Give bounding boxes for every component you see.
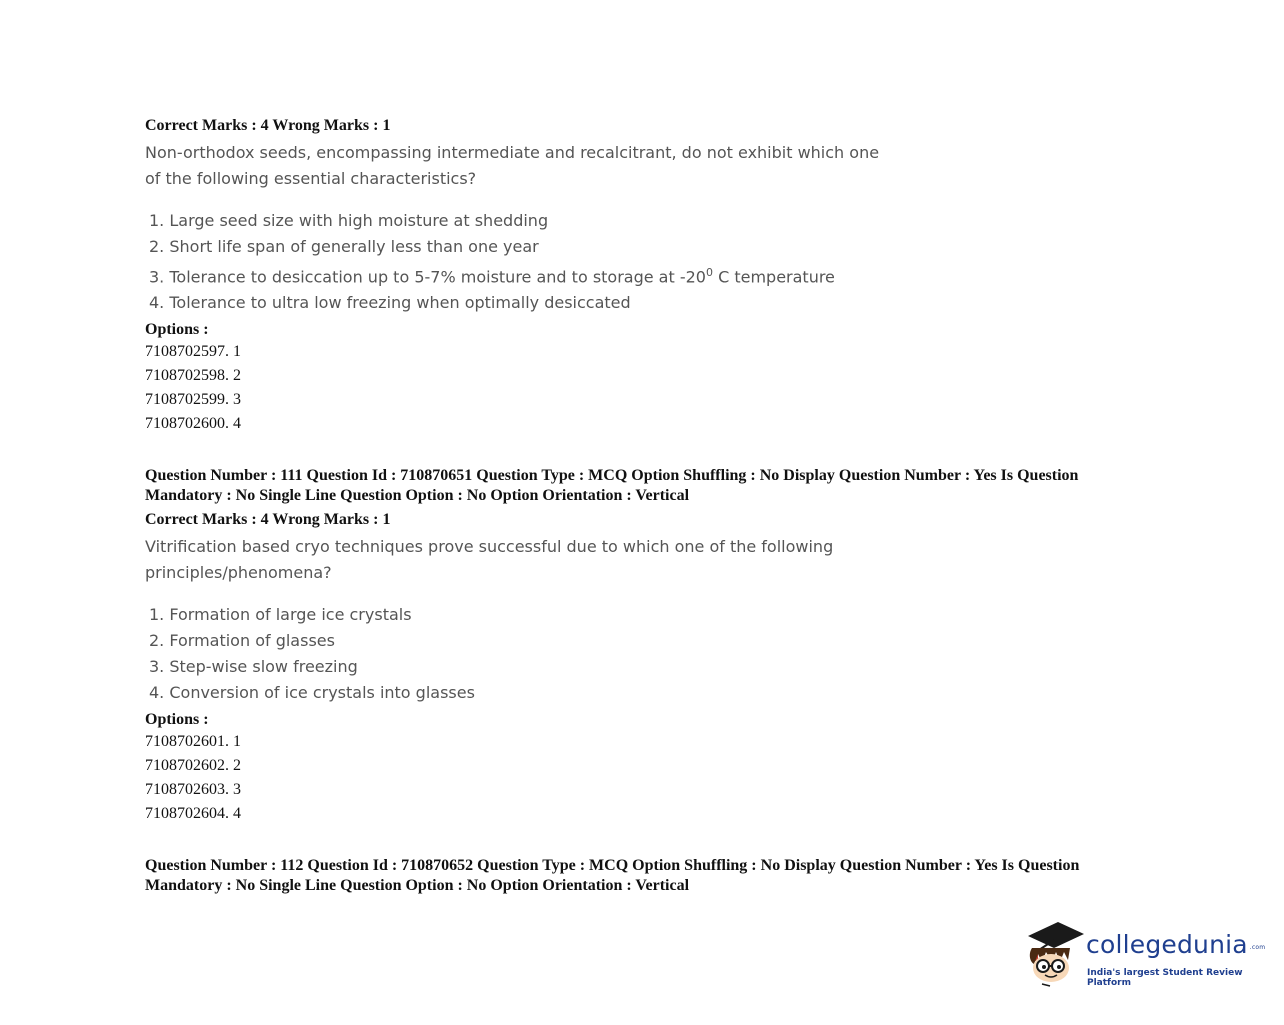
question-110 xyxy=(145,116,1105,436)
marks-line: Correct Marks : 4 Wrong Marks : 1 xyxy=(145,511,391,529)
choice-item xyxy=(149,260,1105,290)
student-mascot-icon xyxy=(1024,918,1086,988)
logo-tld: .com xyxy=(1249,944,1266,951)
choice-text: 3. Tolerance to desiccation up to 5-7% moisture and to storage at -20 xyxy=(149,267,706,287)
question-header: Question Number : 111 Question Id : 710870651 Question Type : MCQ Option Shuffling : No Display Question Number : Yes Is Question Mandatory : No Single Line Question Option : No Option Orientation : Vertical xyxy=(145,467,1079,505)
question-header: Question Number : 112 Question Id : 710870652 Question Type : MCQ Option Shuffling : No Display Question Number : Yes Is Question Mandatory : No Single Line Question Option : No Option Orientation : Vertical xyxy=(145,857,1080,895)
choice-item: 1. Formation of large ice crystals xyxy=(149,605,412,625)
question-text: Vitrification based cryo techniques prove successful due to which one of the following principles/phenomena? xyxy=(145,537,834,583)
options-label: Options : xyxy=(145,711,209,729)
choice-list xyxy=(145,208,1105,316)
question-text: Non-orthodox seeds, encompassing intermediate and recalcitrant, do not exhibit which one of the following essential characteristics? xyxy=(145,143,880,188)
choice-text-tail: C temperature xyxy=(712,267,835,287)
choice-item: 2. Short life span of generally less than one year xyxy=(149,237,539,256)
degree-superscript: 0 xyxy=(705,266,713,279)
question-111 xyxy=(145,466,1105,826)
logo-tagline: India's largest Student Review Platform xyxy=(1087,968,1243,988)
option-id: 7108702602. 2 xyxy=(145,757,241,775)
option-id: 7108702603. 3 xyxy=(145,781,241,799)
option-id: 7108702601. 1 xyxy=(145,733,241,751)
choice-list xyxy=(145,602,1105,706)
collegedunia-logo xyxy=(1024,918,1264,990)
logo-wordmark xyxy=(1086,930,1265,959)
marks-line: Correct Marks : 4 Wrong Marks : 1 xyxy=(145,117,391,134)
question-page xyxy=(145,116,1105,896)
choice-item: 4. Conversion of ice crystals into glasses xyxy=(149,683,475,703)
logo-name: collegedunia xyxy=(1086,930,1248,959)
choice-item: 4. Tolerance to ultra low freezing when optimally desiccated xyxy=(149,293,631,313)
choice-item: 3. Step-wise slow freezing xyxy=(149,657,358,677)
options-label: Options : xyxy=(145,321,209,339)
option-id: 7108702600. 4 xyxy=(145,415,241,433)
option-id: 7108702598. 2 xyxy=(145,367,241,385)
question-112 xyxy=(145,856,1105,896)
choice-item: 1. Large seed size with high moisture at shedding xyxy=(149,211,549,230)
option-id: 7108702604. 4 xyxy=(145,805,241,823)
option-id: 7108702597. 1 xyxy=(145,343,241,361)
option-id: 7108702599. 3 xyxy=(145,391,241,409)
choice-item: 2. Formation of glasses xyxy=(149,631,335,651)
